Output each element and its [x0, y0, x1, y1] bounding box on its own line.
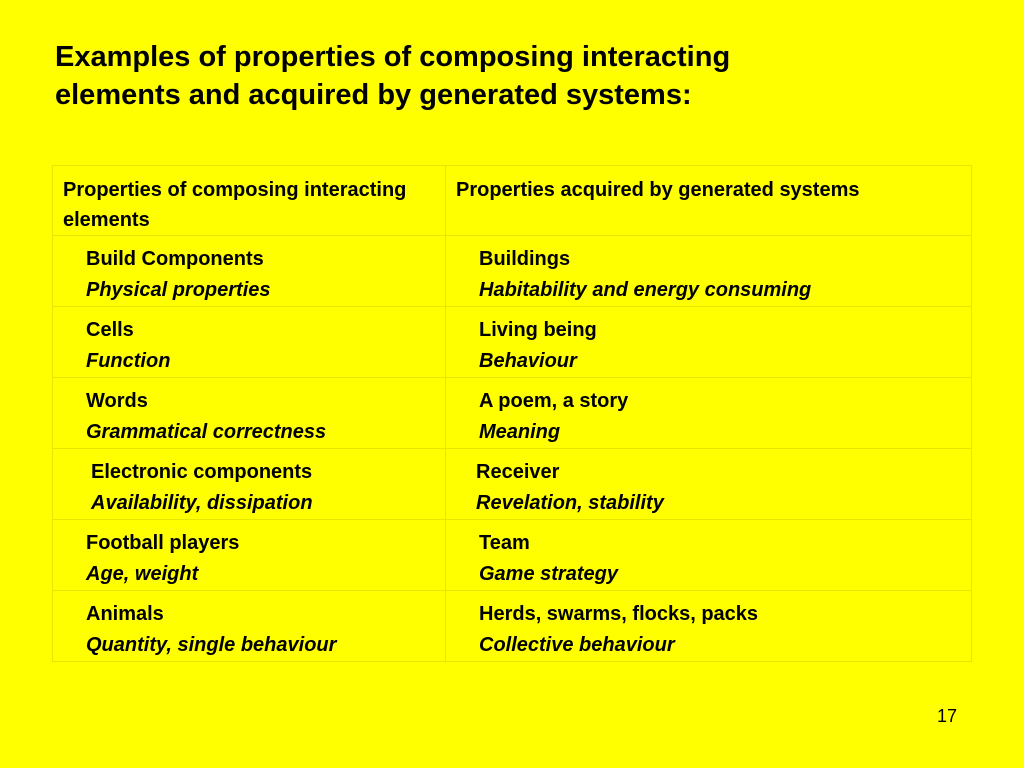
- table-row: [53, 591, 972, 662]
- system-name: Receiver: [476, 461, 560, 483]
- table-row: [53, 307, 972, 378]
- properties-table: [52, 165, 972, 662]
- table-row: [53, 378, 972, 449]
- element-cell: [53, 520, 446, 591]
- element-cell: [53, 449, 446, 520]
- element-property: Function: [86, 350, 171, 372]
- element-name: Build Components: [86, 248, 264, 270]
- system-property: Meaning: [479, 421, 561, 443]
- element-name: Electronic components: [91, 461, 313, 483]
- slide-title-line-2: elements and acquired by generated systems:: [55, 79, 692, 111]
- table-header-row: [53, 166, 972, 236]
- system-name: Buildings: [479, 248, 571, 270]
- system-cell: [446, 591, 972, 662]
- system-cell: [446, 378, 972, 449]
- slide-title-line-1: Examples of properties of composing interacting: [55, 41, 731, 73]
- slide-title: [55, 38, 955, 114]
- element-property: Physical properties: [86, 279, 271, 301]
- element-name: Football players: [86, 532, 240, 554]
- element-cell: [53, 236, 446, 307]
- element-property: Age, weight: [86, 563, 199, 585]
- system-name: Team: [479, 532, 530, 554]
- table-row: [53, 449, 972, 520]
- element-name: Words: [86, 390, 148, 412]
- system-name: Herds, swarms, flocks, packs: [479, 603, 759, 625]
- element-cell: [53, 307, 446, 378]
- system-name: Living being: [479, 319, 597, 341]
- system-cell: [446, 520, 972, 591]
- element-name: Cells: [86, 319, 134, 341]
- table-row: [53, 236, 972, 307]
- element-name: Animals: [86, 603, 164, 625]
- element-property: Availability, dissipation: [91, 492, 313, 514]
- column-header-elements: Properties of composing interacting elements: [53, 166, 446, 236]
- page-number: 17: [937, 706, 958, 726]
- system-property: Game strategy: [479, 563, 618, 585]
- system-cell: [446, 307, 972, 378]
- system-property: Behaviour: [479, 350, 577, 372]
- system-property: Revelation, stability: [476, 492, 664, 514]
- system-property: Collective behaviour: [479, 634, 675, 656]
- system-property: Habitability and energy consuming: [479, 279, 812, 301]
- element-property: Quantity, single behaviour: [86, 634, 337, 656]
- system-cell: [446, 449, 972, 520]
- element-property: Grammatical correctness: [86, 421, 327, 443]
- system-name: A poem, a story: [479, 390, 629, 412]
- element-cell: [53, 378, 446, 449]
- table-row: [53, 520, 972, 591]
- element-cell: [53, 591, 446, 662]
- system-cell: [446, 236, 972, 307]
- column-header-systems: Properties acquired by generated systems: [446, 166, 972, 236]
